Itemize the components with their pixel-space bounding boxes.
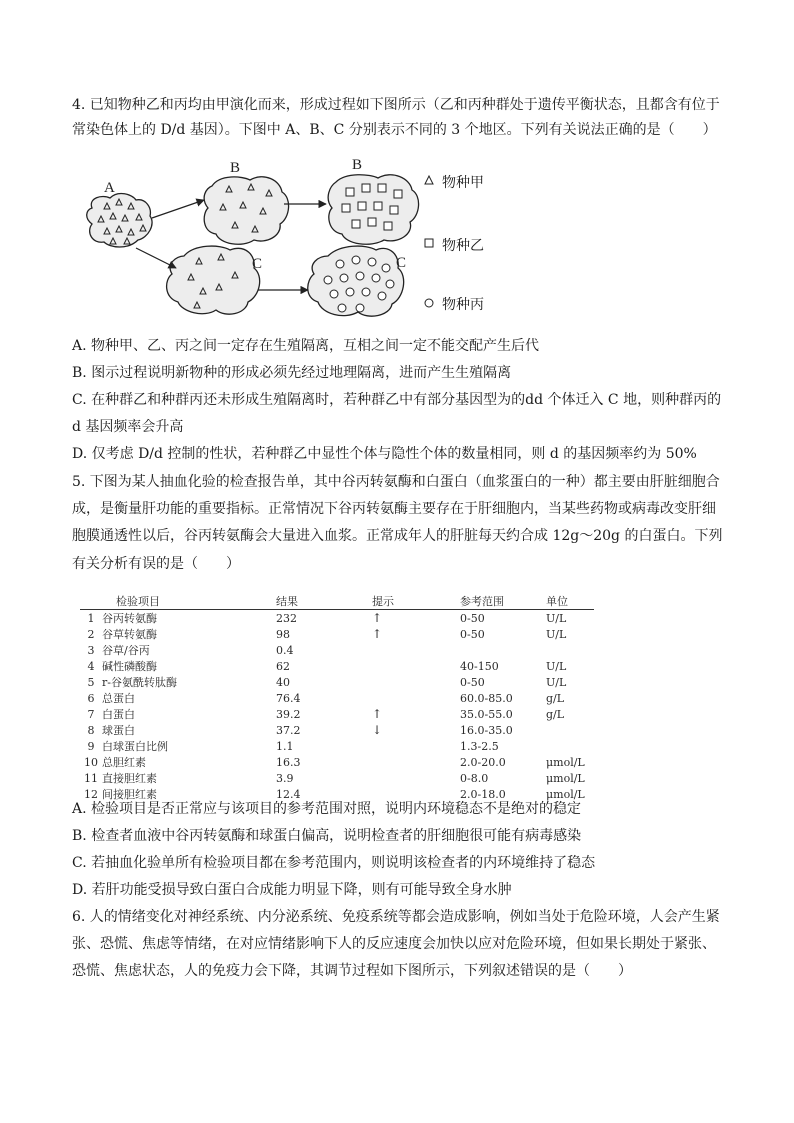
cell-reference: 0-50 (460, 675, 485, 689)
table-row (80, 674, 594, 690)
legend-species-jia: 物种甲 (442, 175, 484, 191)
q4-stem-line2: 常染色体上的 D/d 基因）。下图中 A、B、C 分别表示不同的 3 个地区。下列有关说法正确的是（ ） (72, 122, 717, 138)
legend-square-icon (425, 239, 433, 247)
header-item: 检验项目 (102, 593, 276, 610)
cell-hint (366, 738, 460, 754)
cell-hint (366, 754, 460, 770)
cell-item: 谷草/谷丙 (102, 644, 150, 657)
cell-result: 98 (276, 627, 290, 641)
table-row (80, 610, 594, 627)
table-row (80, 690, 594, 706)
legend-triangle-icon (425, 176, 433, 184)
q6-stem-line3: 恐慌、焦虑状态，人的免疫力会下降，其调节过程如下图所示，下列叙述错误的是（ ） (72, 963, 632, 979)
q6-stem-line2: 张、恐慌、焦虑等情绪，在对应情绪影响下人的反应速度会加快以应对危险环境，但如果长期处于紧张、 (72, 936, 716, 952)
header-hint: 提示 (366, 593, 460, 610)
cell-item: 球蛋白 (102, 724, 135, 737)
region-c-blob (167, 246, 263, 314)
cell-reference: 16.0-35.0 (460, 723, 513, 737)
cell-reference: 35.0-55.0 (460, 707, 513, 721)
cell-item: 谷草转氨酶 (102, 628, 157, 641)
table-row (80, 658, 594, 674)
cell-unit: U/L (546, 659, 567, 673)
table-row (80, 754, 594, 770)
region-c-label-2: C (396, 255, 407, 271)
cell-reference: 40-150 (460, 659, 499, 673)
cell-item: 总蛋白 (102, 692, 135, 705)
cell-unit: U/L (546, 627, 567, 641)
region-c-speciated-blob (308, 246, 407, 316)
q5-option-c: C. 若抽血化验单所有检验项目都在参考范围内，则说明该检查者的内环境维持了稳态 (72, 855, 596, 871)
table-row (80, 626, 594, 642)
table-row (80, 770, 594, 786)
header-reference: 参考范围 (460, 593, 546, 610)
legend-species-bing: 物种丙 (442, 297, 484, 313)
cell-unit (546, 642, 594, 658)
q5-stem-line1: 5. 下图为某人抽血化验的检查报告单，其中谷丙转氨酶和白蛋白（血浆蛋白的一种）都主要由肝脏细胞合 (72, 474, 720, 490)
cell-result: 0.4 (276, 643, 294, 657)
cell-no: 2 (87, 627, 95, 641)
cell-item: 间接胆红素 (102, 788, 157, 801)
table-row (80, 706, 594, 722)
q5-option-b: B. 检查者血液中谷丙转氨酶和球蛋白偏高，说明检查者的肝细胞很可能有病毒感染 (72, 828, 582, 844)
cell-reference: 1.3-2.5 (460, 739, 499, 753)
cell-no: 6 (87, 691, 95, 705)
cell-reference: 2.0-20.0 (460, 755, 506, 769)
table-header-row (80, 593, 594, 610)
region-b-speciated-blob (328, 175, 418, 245)
cell-no: 5 (87, 675, 95, 689)
q5-stem-line2: 成，是衡量肝功能的重要指标。正常情况下谷丙转氨酶主要存在于肝细胞内，当某些药物或病毒改变肝细 (72, 501, 716, 517)
cell-hint (366, 690, 460, 706)
header-unit: 单位 (546, 593, 594, 610)
cell-no: 10 (84, 755, 98, 769)
q4-stem-line1: 4. 已知物种乙和丙均由甲演化而来，形成过程如下图所示（乙和丙种群处于遗传平衡状态，且都含有位于 (72, 97, 720, 113)
cell-result: 62 (276, 659, 290, 673)
cell-hint: ↑ (372, 707, 383, 721)
q5-stem-line4: 有关分析有误的是（ ） (72, 556, 240, 572)
cell-hint (366, 658, 460, 674)
cell-result: 232 (276, 611, 297, 625)
cell-item: 谷丙转氨酶 (102, 612, 157, 625)
cell-reference: 0-50 (460, 611, 485, 625)
region-a-label: A (104, 180, 115, 196)
q6-stem-line1: 6. 人的情绪变化对神经系统、内分泌系统、免疫系统等都会造成影响，例如当处于危险环境，人会产生紧 (72, 909, 720, 925)
cell-item: 直接胆红素 (102, 772, 157, 785)
cell-unit (546, 722, 594, 738)
cell-no: 3 (87, 643, 95, 657)
cell-hint: ↑ (372, 611, 383, 625)
region-b-label-2: B (352, 157, 363, 173)
cell-reference: 0-8.0 (460, 771, 489, 785)
cell-item: 总胆红素 (102, 756, 146, 769)
cell-item: 白蛋白 (102, 708, 135, 721)
cell-no: 8 (87, 723, 95, 737)
cell-reference: 2.0-18.0 (460, 787, 506, 801)
region-b-label-1: B (230, 160, 241, 176)
cell-result: 39.2 (276, 707, 301, 721)
cell-no: 9 (87, 739, 95, 753)
lab-report-table (80, 593, 594, 802)
q4-option-c-cont: d 基因频率会升高 (72, 419, 184, 435)
table-row (80, 738, 594, 754)
header-no (80, 593, 102, 610)
q4-option-b: B. 图示过程说明新物种的形成必须先经过地理隔离，进而产生生殖隔离 (72, 365, 512, 381)
cell-result: 40 (276, 675, 290, 689)
cell-no: 7 (87, 707, 95, 721)
cell-no: 12 (84, 787, 98, 801)
cell-unit: g/L (546, 691, 565, 705)
cell-reference: 0-50 (460, 627, 485, 641)
cell-hint (366, 770, 460, 786)
table-row (80, 722, 594, 738)
cell-item: 白球蛋白比例 (102, 740, 168, 753)
q4-option-a: A. 物种甲、乙、丙之间一定存在生殖隔离，互相之间一定不能交配产生后代 (72, 338, 540, 354)
q5-option-d: D. 若肝功能受损导致白蛋白合成能力明显下降，则有可能导致全身水肿 (72, 882, 512, 898)
q4-option-d: D. 仅考虑 D/d 控制的性状，若种群乙中显性个体与隐性个体的数量相同，则 d 的基因频率约为 50% (72, 446, 697, 462)
cell-unit: g/L (546, 707, 565, 721)
arrow-a-to-c (136, 248, 176, 268)
cell-result: 76.4 (276, 691, 301, 705)
region-a-blob (87, 194, 152, 247)
cell-result: 3.9 (276, 771, 294, 785)
q5-option-a: A. 检验项目是否正常应与该项目的参考范围对照，说明内环境稳态不是绝对的稳定 (72, 801, 582, 817)
legend-species-yi: 物种乙 (442, 238, 484, 254)
cell-item: r-谷氨酰转肽酶 (102, 676, 177, 689)
cell-no: 1 (87, 611, 95, 625)
cell-reference (460, 642, 546, 658)
cell-unit: μmol/L (546, 771, 585, 785)
q5-stem-line3: 胞膜通透性以后，谷丙转氨酶会大量进入血浆。正常成年人的肝脏每天约合成 12g～20g 的白蛋白。下列 (72, 528, 723, 544)
cell-result: 16.3 (276, 755, 301, 769)
cell-hint: ↑ (372, 627, 383, 641)
cell-unit (546, 738, 594, 754)
cell-result: 1.1 (276, 739, 294, 753)
cell-hint (366, 674, 460, 690)
arrow-a-to-b (152, 200, 204, 218)
table-row (80, 642, 594, 658)
cell-unit: μmol/L (546, 787, 585, 801)
cell-no: 4 (87, 659, 95, 673)
cell-reference: 60.0-85.0 (460, 691, 513, 705)
q4-option-c: C. 在种群乙和种群丙还未形成生殖隔离时，若种群乙中有部分基因型为的dd 个体迁入 C 地，则种群丙的 (72, 392, 722, 408)
cell-hint: ↓ (372, 723, 383, 737)
legend-circle-icon (425, 299, 433, 307)
cell-result: 37.2 (276, 723, 301, 737)
cell-hint (366, 642, 460, 658)
cell-unit: U/L (546, 675, 567, 689)
cell-unit: μmol/L (546, 755, 585, 769)
cell-unit: U/L (546, 611, 567, 625)
cell-result: 12.4 (276, 787, 301, 801)
region-b-blob (204, 177, 288, 244)
cell-no: 11 (84, 771, 98, 785)
header-result: 结果 (276, 593, 366, 610)
region-c-label-1: C (252, 256, 263, 272)
cell-item: 碱性磷酸酶 (102, 660, 157, 673)
